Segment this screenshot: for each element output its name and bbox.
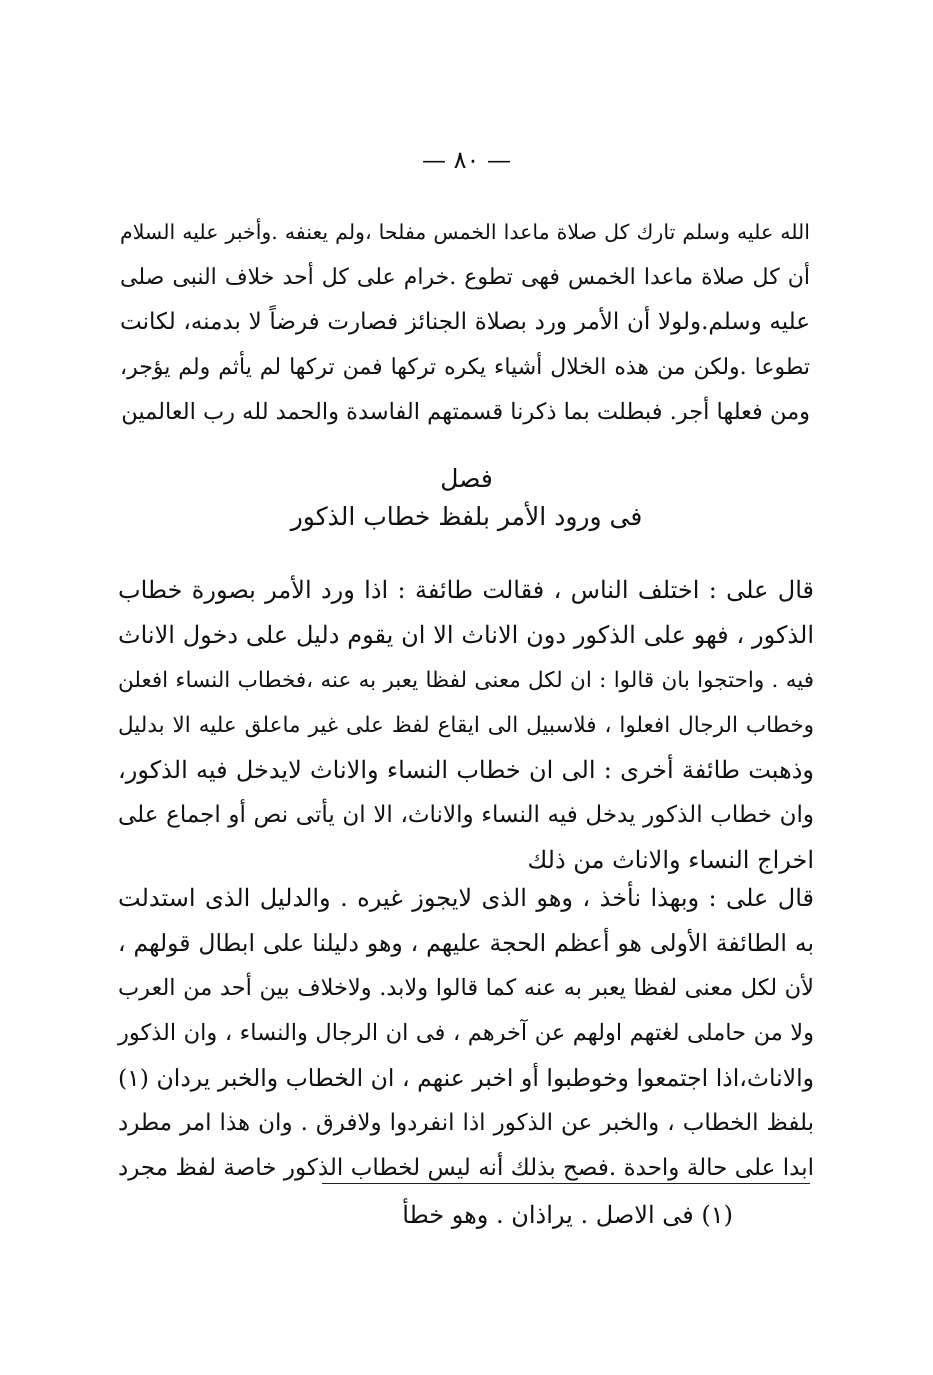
text-line: ابدا على حالة واحدة .فصح بذلك أنه ليس لخطاب الذكور خاصة لفظ مجرد <box>118 1155 814 1181</box>
paragraph-1 <box>120 210 810 435</box>
text-line: ولا من حاملى لغتهم اولهم عن آخرهم ، فى ان الرجال والنساء ، وان الذكور <box>118 1020 814 1046</box>
footnote-divider <box>322 1183 810 1184</box>
text-line: فيه . واحتجوا بان قالوا : ان لكل معنى لفظا يعبر به عنه ،فخطاب النساء افعلن <box>118 668 814 693</box>
section-title: فى ورود الأمر بلفظ خطاب الذكور <box>290 502 643 531</box>
footnote: (١) فى الاصل . يراذان . وهو خطأ <box>402 1201 733 1229</box>
page-number: — ٨٠ — <box>421 146 512 174</box>
section-heading: فصل <box>440 464 493 493</box>
text-line: الله عليه وسلم تارك كل صلاة ماعدا الخمس مفلحا ،ولم يعنفه .وأخبر عليه السلام <box>120 220 810 244</box>
paragraph-3 <box>118 876 814 1191</box>
text-line: به الطائفة الأولى هو أعظم الحجة عليهم ، وهو دليلنا على ابطال قولهم ، <box>118 929 814 957</box>
text-line: الذكور ، فهو على الذكور دون الاناث الا ان يقوم دليل على دخول الاناث <box>118 621 814 649</box>
text-line: قال على : اختلف الناس ، فقالت طائفة : اذا ورد الأمر بصورة خطاب <box>118 576 814 604</box>
text-line: قال على : وبهذا نأخذ ، وهو الذى لايجوز غيره . والدليل الذى استدلت <box>118 884 815 912</box>
text-line: والاناث،اذا اجتمعوا وخوطبوا أو اخبر عنهم ، ان الخطاب والخبر يردان (١) <box>118 1064 814 1092</box>
text-line: وخطاب الرجال افعلوا ، فلاسبيل الى ايقاع لفظ على غير ماعلق عليه الا بدليل <box>118 713 814 738</box>
text-line: وان خطاب الذكور يدخل فيه النساء والاناث، الا ان يأتى نص أو اجماع على <box>118 802 814 828</box>
text-line: بلفظ الخطاب ، والخبر عن الذكور اذا انفردوا ولافرق . وان هذا امر مطرد <box>118 1110 814 1136</box>
text-line: أن كل صلاة ماعدا الخمس فهى تطوع .خرام على كل أحد خلاف النبى صلى <box>120 265 810 290</box>
text-line: اخراج النساء والاناث من ذلك <box>527 846 814 874</box>
text-line: ومن فعلها أجر. فبطلت بما ذكرنا قسمتهم الفاسدة والحمد لله رب العالمين <box>121 399 810 425</box>
text-line: تطوعا .ولكن من هذه الخلال أشياء يكره تركها فمن تركها لم يأثم ولم يؤجر، <box>120 355 810 380</box>
text-line: لأن لكل معنى لفظا يعبر به عنه كما قالوا ولابد. ولاخلاف بين أحد من العرب <box>118 975 814 1001</box>
text-line: وذهبت طائفة أخرى : الى ان خطاب النساء والاناث لايدخل فيه الذكور، <box>118 756 814 784</box>
text-line: عليه وسلم.ولولا أن الأمر ورد بصلاة الجنائز فصارت فرضاً لا بدمنه، لكانت <box>120 309 810 335</box>
paragraph-2 <box>118 568 814 883</box>
